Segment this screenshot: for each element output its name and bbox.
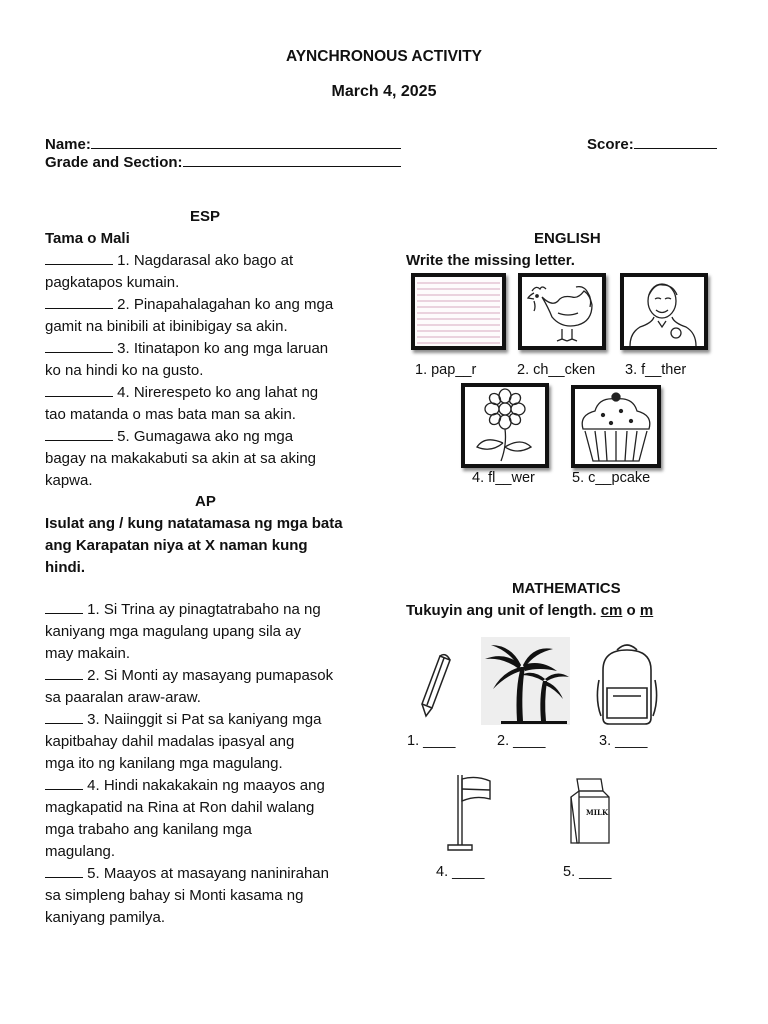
cupcake-icon	[575, 389, 657, 464]
palm-tree-icon	[481, 637, 570, 725]
caption-paper: 1. pap__r	[415, 362, 477, 378]
name-blank[interactable]	[91, 134, 401, 149]
answer-blank[interactable]	[45, 426, 113, 441]
palm-tree-picture	[481, 637, 570, 725]
paper-picture	[411, 273, 506, 350]
answer-blank[interactable]	[45, 382, 113, 397]
answer-blank[interactable]	[45, 709, 83, 724]
esp-item-5: 5. Gumagawa ako ng mga	[45, 426, 375, 448]
name-label: Name:	[45, 136, 91, 153]
chicken-icon	[522, 277, 602, 346]
caption-chicken: 2. ch__cken	[517, 362, 596, 378]
answer-blank[interactable]	[45, 599, 83, 614]
answer-blank[interactable]	[45, 863, 83, 878]
ap-item-3: 3. Naiinggit si Pat sa kaniyang mga	[45, 709, 375, 731]
esp-item-2: 2. Pinapahalagahan ko ang mga	[45, 294, 375, 316]
flag-icon	[442, 773, 494, 855]
math-caption-2: 2. ____	[497, 733, 546, 749]
ap-items: 1. Si Trina ay pinagtatrabaho na ng kaniyang mga magulang upang sila ay may makain. 2. Si Monti ay masayang pumapasok sa paaralan araw-araw. 3. Naiinggit si Pat sa kaniyang mga kapitbahay dahil madalas ipasyal ang mga ito ng kanilang mga magulang. 4. Hindi nakakakain ng maayos ang magkapatid na Rina at Ron dahil walang mga trabaho ang kanilang mga magulang. 5. Maayos at masayang naninirahan sa simpleng bahay si Monti kasama ng kaniyang pamilya.	[45, 599, 375, 929]
score-field	[587, 134, 717, 156]
math-instruction: Tukuyin ang unit of length. cm o m	[406, 602, 654, 619]
esp-item-3: 3. Itinatapon ko ang mga laruan	[45, 338, 375, 360]
flower-icon	[465, 387, 545, 464]
backpack-icon	[593, 640, 663, 728]
ap-item-1: 1. Si Trina ay pinagtatrabaho na ng	[45, 599, 375, 621]
caption-father: 3. f__ther	[625, 362, 687, 378]
answer-blank[interactable]	[45, 294, 113, 309]
esp-item-1: 1. Nagdarasal ako bago at	[45, 250, 375, 272]
ap-item-5: 5. Maayos at masayang naninirahan	[45, 863, 375, 885]
math-caption-5: 5. ____	[563, 864, 612, 880]
cupcake-picture	[571, 385, 661, 468]
caption-flower: 4. fl__wer	[472, 470, 535, 486]
math-caption-4: 4. ____	[436, 864, 485, 880]
esp-subheading: Tama o Mali	[45, 230, 130, 247]
esp-item-4: 4. Nirerespeto ko ang lahat ng	[45, 382, 375, 404]
unit-cm: cm	[600, 602, 623, 619]
worksheet-title: AYNCHRONOUS ACTIVITY	[285, 48, 483, 65]
score-label: Score:	[587, 136, 634, 153]
math-caption-3: 3. ____	[599, 733, 648, 749]
pencil-icon	[418, 650, 458, 722]
paper-icon	[415, 277, 502, 346]
ap-item-2: 2. Si Monti ay masayang pumapasok	[45, 665, 375, 687]
esp-items: 1. Nagdarasal ako bago at pagkatapos kumain. 2. Pinapahalagahan ko ang mga gamit na binibili at ibinibigay sa akin. 3. Itinatapon ko ang mga laruan ko na hindi ko na gusto. 4. Nirerespeto ko ang lahat ng tao matanda o mas bata man sa akin. 5. Gumagawa ako ng mga bagay na makakabuti sa akin at sa aking kapwa.	[45, 250, 375, 492]
father-icon	[624, 277, 704, 346]
answer-blank[interactable]	[45, 338, 113, 353]
answer-blank[interactable]	[45, 775, 83, 790]
ap-heading: AP	[195, 493, 216, 510]
flower-picture	[461, 383, 549, 468]
ap-item-4: 4. Hindi nakakakain ng maayos ang	[45, 775, 375, 797]
milk-carton-picture	[569, 775, 611, 847]
english-instruction: Write the missing letter.	[406, 252, 575, 269]
answer-blank[interactable]	[45, 250, 113, 265]
chicken-picture	[518, 273, 606, 350]
caption-cupcake: 5. c__pcake	[572, 470, 651, 486]
grade-field	[45, 152, 401, 174]
grade-blank[interactable]	[183, 152, 401, 167]
unit-m: m	[639, 602, 654, 619]
math-heading: MATHEMATICS	[512, 580, 621, 597]
esp-heading: ESP	[190, 208, 221, 225]
ap-instruction: Isulat ang / kung natatamasa ng mga bata ang Karapatan niya at X naman kung hindi.	[45, 515, 343, 576]
english-heading: ENGLISH	[534, 230, 601, 247]
score-blank[interactable]	[634, 134, 717, 149]
answer-blank[interactable]	[45, 665, 83, 680]
milk-label: MILK	[586, 808, 609, 817]
worksheet-date: March 4, 2025	[331, 83, 437, 100]
grade-label: Grade and Section:	[45, 154, 183, 171]
math-caption-1: 1. ____	[407, 733, 456, 749]
father-picture	[620, 273, 708, 350]
